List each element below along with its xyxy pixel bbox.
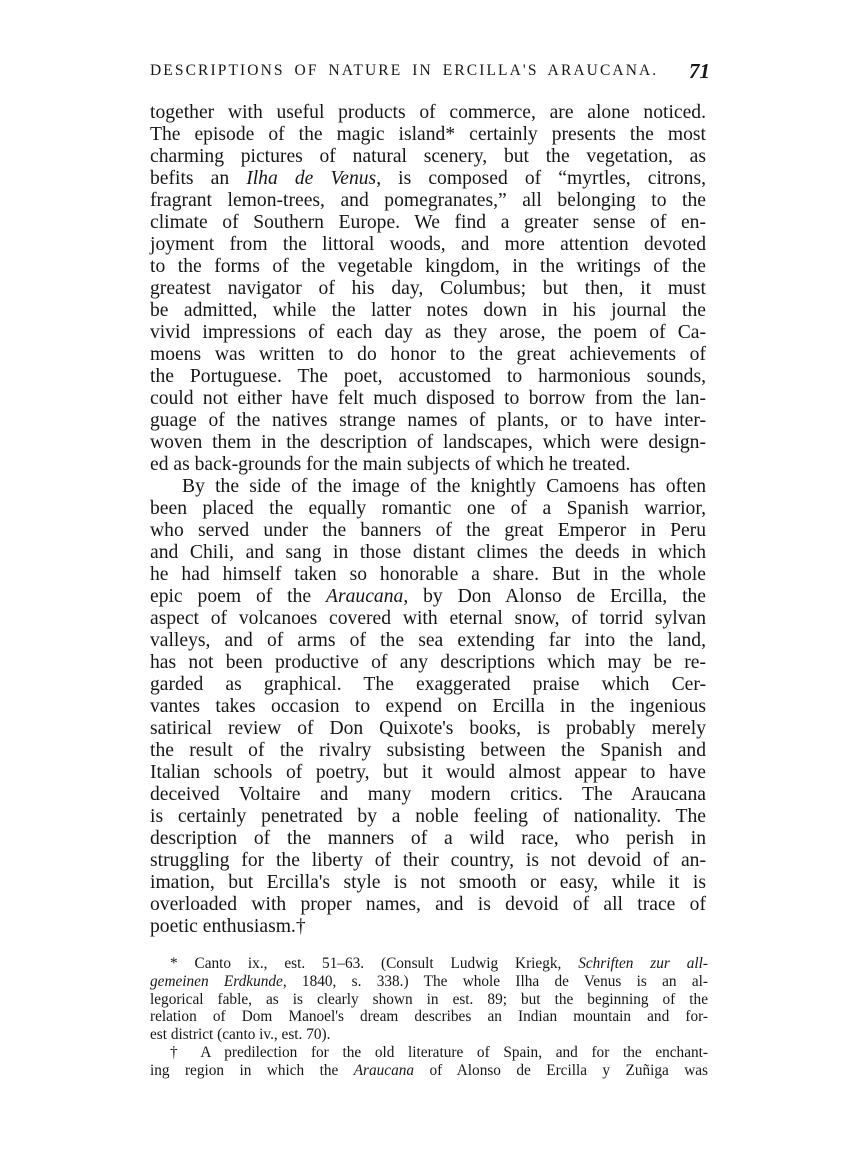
text-line: been placed the equally romantic one of a Spanish warrior, — [150, 498, 706, 519]
text-line: he had himself taken so honorable a share. But in the whole — [150, 564, 706, 585]
text-line: ed as back-grounds for the main subjects of which he treated. — [150, 454, 631, 475]
text-line: deceived Voltaire and many modern critics. The Araucana — [150, 784, 706, 805]
footnote-line: legorical fable, as is clearly shown in est. 89; but the beginning of the — [150, 990, 708, 1008]
running-head — [150, 59, 710, 88]
body-text — [150, 102, 706, 938]
text-line — [150, 586, 706, 608]
text-line: could not either have felt much disposed to borrow from the lan- — [150, 388, 706, 409]
footnote-line: relation of Dom Manoel's dream describes an Indian mountain and for- — [150, 1008, 708, 1026]
text-line: imation, but Ercilla's style is not smooth or easy, while it is — [150, 872, 706, 893]
text-line: vantes takes occasion to expend on Ercilla in the ingenious — [150, 696, 706, 717]
text-fragment: epic poem of the — [150, 586, 312, 607]
footnote-line — [150, 955, 708, 973]
text-line: garded as graphical. The exaggerated praise which Cer- — [150, 674, 706, 695]
footnote-line: † A predilection for the old literature of Spain, and for the enchant- — [170, 1043, 708, 1061]
text-line: together with useful products of commerce, are alone noticed. — [150, 102, 706, 123]
footnote-line — [150, 973, 708, 991]
text-line: aspect of volcanoes covered with eternal snow, of torrid sylvan — [150, 608, 706, 629]
italic-title: Araucana — [326, 586, 404, 607]
text-line: is certainly penetrated by a noble feeling of nationality. The — [150, 806, 706, 827]
text-fragment: , 1840, s. 338.) The whole Ilha de Venus is an al- — [282, 972, 708, 990]
text-line: By the side of the image of the knightly Camoens has often — [182, 476, 706, 497]
text-line: greatest navigator of his day, Columbus; but then, it must — [150, 278, 706, 299]
text-fragment: befits an — [150, 168, 230, 189]
text-line: has not been productive of any descriptions which may be re- — [150, 652, 706, 673]
text-fragment: ing region in which the — [150, 1061, 339, 1079]
text-line: to the forms of the vegetable kingdom, in the writings of the — [150, 256, 706, 277]
text-line: fragrant lemon-trees, and pomegranates,” all belonging to the — [150, 190, 706, 211]
text-line: The episode of the magic island* certainly presents the most — [150, 124, 706, 145]
footnotes — [150, 955, 708, 1080]
text-line: poetic enthusiasm.† — [150, 916, 306, 937]
text-line: joyment from the littoral woods, and more attention devoted — [150, 234, 706, 255]
text-line: guage of the natives strange names of plants, or to have inter- — [150, 410, 706, 431]
text-line: be admitted, while the latter notes down in his journal the — [150, 300, 706, 321]
italic-title: Araucana — [353, 1061, 415, 1079]
text-line: Italian schools of poetry, but it would almost appear to have — [150, 762, 706, 783]
text-fragment: * Canto ix., est. 51–63. (Consult Ludwig Kriegk, — [170, 955, 562, 972]
italic-title: Schriften zur all- — [578, 955, 708, 972]
footnote-line: est district (canto iv., est. 70). — [150, 1026, 331, 1044]
text-line: overloaded with proper names, and is devoid of all trace of — [150, 894, 706, 915]
text-line — [150, 168, 706, 190]
text-line: climate of Southern Europe. We find a greater sense of en- — [150, 212, 706, 233]
italic-title: gemeinen Erdkunde — [150, 972, 283, 990]
text-line: vivid impressions of each day as they arose, the poem of Ca- — [150, 322, 706, 343]
text-line: who served under the banners of the great Emperor in Peru — [150, 520, 706, 541]
text-line: valleys, and of arms of the sea extending far into the land, — [150, 630, 706, 651]
text-line: and Chili, and sang in those distant climes the deeds in which — [150, 542, 706, 563]
text-fragment: of Alonso de Ercilla y Zuñiga was — [429, 1061, 709, 1079]
text-fragment: , is composed of “myrtles, citrons, — [376, 168, 706, 189]
text-line: the Portuguese. The poet, accustomed to harmonious sounds, — [150, 366, 706, 387]
text-line: the result of the rivalry subsisting between the Spanish and — [150, 740, 706, 761]
footnote-line — [150, 1062, 708, 1080]
text-fragment: , by Don Alonso de Ercilla, the — [403, 586, 707, 607]
text-line: satirical review of Don Quixote's books, is probably merely — [150, 718, 706, 739]
text-line: struggling for the liberty of their country, is not devoid of an- — [150, 850, 706, 871]
text-line: description of the manners of a wild race, who perish in — [150, 828, 706, 849]
text-line: charming pictures of natural scenery, but the vegetation, as — [150, 146, 706, 167]
italic-title: Ilha de Venus — [246, 168, 377, 189]
page-number: 71 — [689, 59, 710, 83]
text-line: moens was written to do honor to the great achievements of — [150, 344, 706, 365]
running-title: DESCRIPTIONS OF NATURE IN ERCILLA'S ARAUCANA. — [150, 62, 659, 79]
text-line: woven them in the description of landscapes, which were design- — [150, 432, 706, 453]
